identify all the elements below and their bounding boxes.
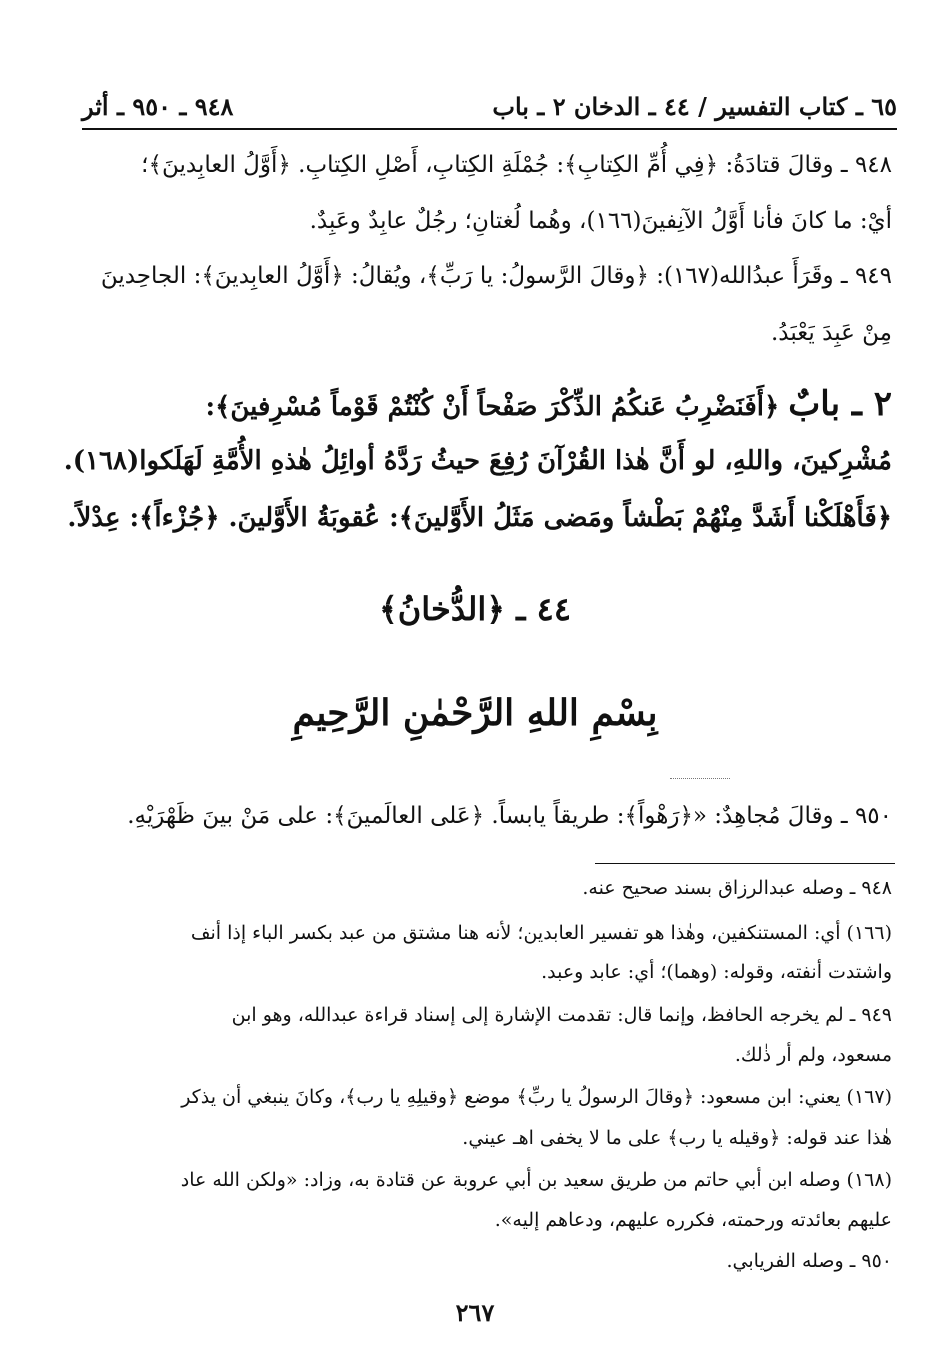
main-line-949a: ٩٤٩ ـ وقَرَأَ عبدُالله(١٦٧): ﴿وقالَ الرَّسولُ: يا رَبِّ﴾، ويُقالُ: ﴿أَوَّلُ العابِدينَ﴾: الجاحِدينَ — [100, 263, 892, 289]
running-header — [82, 88, 897, 130]
header-chapter-title: ٦٥ ـ كتاب التفسير / ٤٤ ـ الدخان ٢ ـ باب — [492, 92, 897, 121]
main-line-949b: مِنْ عَبِدَ يَعْبَدُ. — [770, 320, 892, 346]
footnote-950: ٩٥٠ ـ وصله الفريابي. — [726, 1250, 892, 1272]
footnote-168a: (١٦٨) وصله ابن أبي حاتم من طريق سعيد بن أبي عروبة عن قتادة به، وزاد: «ولكن الله عاد — [180, 1169, 892, 1191]
footnote-separator — [595, 863, 895, 864]
main-line-948a: ٩٤٨ ـ وقالَ قتادَةُ: ﴿فِي أُمِّ الكِتابِ﴾: جُمْلَةِ الكِتابِ، أَصْلِ الكِتابِ. ﴿أَوَّلُ العابِدينَ﴾؛ — [141, 152, 892, 178]
footnote-949b: مسعود، ولم أر ذٰلك. — [734, 1044, 892, 1066]
chapter-verse: ﴿أَفَنَضْرِبُ عَنكُمُ الذِّكْرَ صَفْحاً أَنْ كُنْتُمْ قَوْماً مُسْرِفينَ﴾: — [205, 392, 780, 422]
footnote-167a: (١٦٧) يعني: ابن مسعود: ﴿وقالَ الرسولُ يا ربِّ﴾ موضع ﴿وقيلِهِ يا رب﴾، وكانَ ينبغي أن يذكر — [181, 1086, 892, 1108]
footnote-949a: ٩٤٩ ـ لم يخرجه الحافظ، وإنما قال: تقدمت الإشارة إلى إسناد قراءة عبدالله، وهو ابن — [231, 1004, 892, 1026]
chapter-heading — [72, 384, 892, 424]
main-line-950: ٩٥٠ ـ وقالَ مُجاهِدٌ: «﴿رَهْواً﴾: طريقاً يابساً. ﴿عَلى العالَمينَ﴾: على مَنْ بينَ ظَهْرَيْهِ. — [127, 803, 892, 829]
footnote-168b: عليهم بعائدته ورحمته، فكرره عليهم، ودعاهم إليه». — [494, 1209, 892, 1231]
footnote-166a: (١٦٦) أي: المستنكفين، وهٰذا هو تفسير العابدين؛ لأنه هنا مشتق من عبد بكسر الباء إذا أنف — [190, 922, 892, 944]
chapter-bab-label: ٢ ـ بابٌ — [788, 384, 892, 424]
chapter-line-2: مُشْرِكينَ، واللهِ، لو أَنَّ هٰذا القُرْآنَ رُفِعَ حيثُ رَدَّهُ أوائِلُ هٰذهِ الأُمَّةِ لَهَلَكوا(١٦٨). — [63, 446, 892, 476]
surah-title: ٤٤ ـ ﴿الدُّخانُ﴾ — [379, 590, 571, 628]
footnote-948: ٩٤٨ ـ وصله عبدالرزاق بسند صحيح عنه. — [582, 877, 892, 899]
footnote-166b: واشتدت أنفته، وقوله: (وهما)؛ أي: عابد وعبد. — [541, 961, 892, 983]
header-athar-range: ٩٤٨ ـ ٩٥٠ ـ أثر — [82, 92, 234, 121]
basmala: بِسْمِ اللهِ الرَّحْمٰنِ الرَّحِيمِ — [292, 692, 658, 734]
main-line-948b: أيْ: ما كانَ فأنا أَوَّلُ الآنِفينَ(١٦٦)، وهُما لُغتانِ؛ رجُلٌ عابِدٌ وعَبِدٌ. — [309, 208, 892, 234]
page-number: ٢٦٧ — [455, 1298, 495, 1327]
chapter-line-3: ﴿فَأَهْلَكْنا أَشَدَّ مِنْهُمْ بَطْشاً ومَضى مَثَلُ الأَوَّلينَ﴾: عُقوبَةُ الأَوَّلينَ. ﴿جُزْءاً﴾: عِدْلاً. — [67, 503, 892, 533]
footnote-167b: هٰذا عند قوله: ﴿وقيله يا رب﴾ على ما لا يخفى اهـ عيني. — [462, 1127, 892, 1149]
ornament-dots — [670, 778, 730, 779]
